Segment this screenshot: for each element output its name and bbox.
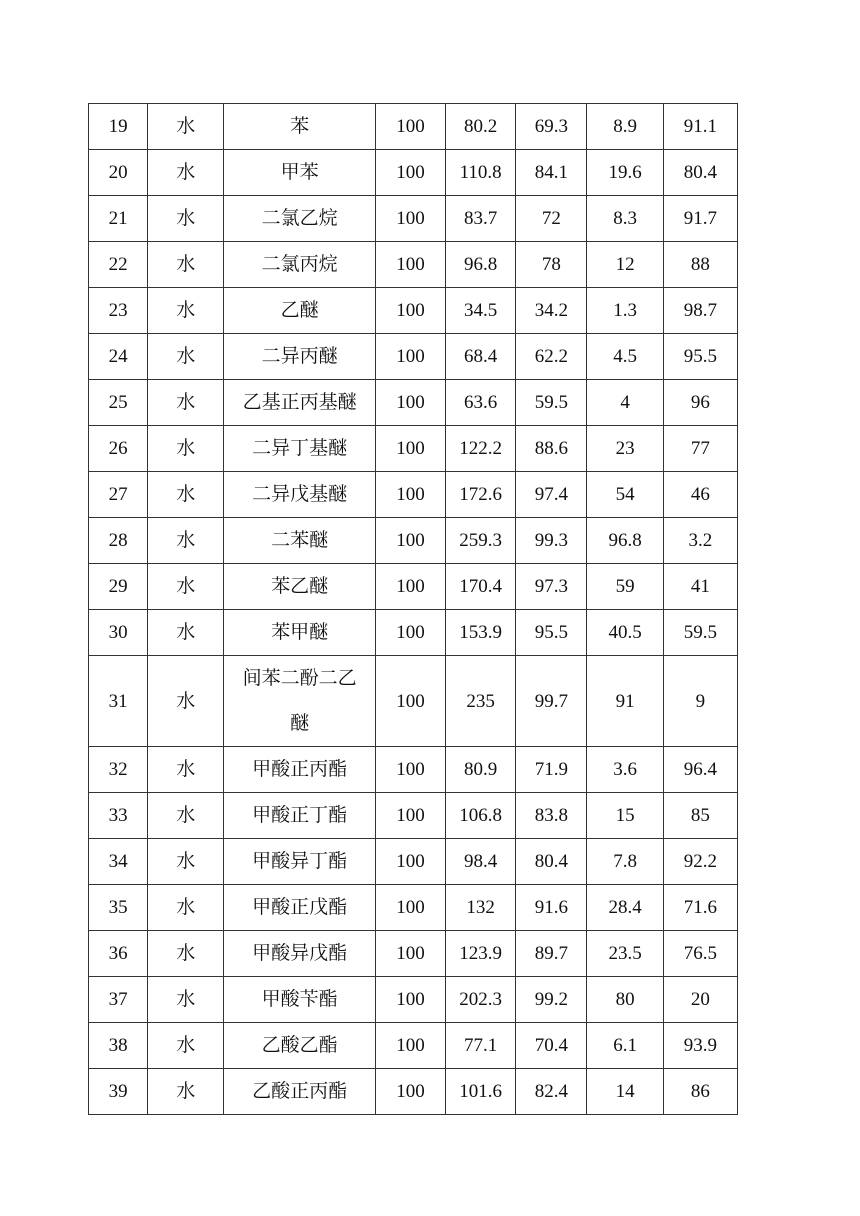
table-cell: 水 <box>148 196 224 242</box>
table-row <box>89 518 738 564</box>
table-cell: 96 <box>663 380 737 426</box>
table-cell: 68.4 <box>446 334 516 380</box>
table-cell: 34.2 <box>516 288 587 334</box>
table-cell: 122.2 <box>446 426 516 472</box>
table-cell: 97.4 <box>516 472 587 518</box>
table-cell: 95.5 <box>516 610 587 656</box>
table-cell: 水 <box>148 380 224 426</box>
table-cell: 水 <box>148 104 224 150</box>
table-cell: 100 <box>375 1069 445 1115</box>
table-cell: 80.2 <box>446 104 516 150</box>
table-cell: 96.8 <box>446 242 516 288</box>
table-cell: 水 <box>148 610 224 656</box>
table-cell: 水 <box>148 564 224 610</box>
table-cell: 20 <box>89 150 148 196</box>
table-row <box>89 104 738 150</box>
table-cell: 24 <box>89 334 148 380</box>
table-cell: 28.4 <box>587 885 663 931</box>
table-cell: 31 <box>89 656 148 747</box>
table-cell: 100 <box>375 839 445 885</box>
table-cell: 乙醚 <box>224 288 375 334</box>
table-cell: 76.5 <box>663 931 737 977</box>
table-cell: 34 <box>89 839 148 885</box>
table-cell: 172.6 <box>446 472 516 518</box>
table-cell: 37 <box>89 977 148 1023</box>
table-cell: 100 <box>375 793 445 839</box>
table-row <box>89 747 738 793</box>
table-cell: 100 <box>375 288 445 334</box>
table-row <box>89 793 738 839</box>
table-body <box>89 104 738 1115</box>
table-cell: 水 <box>148 472 224 518</box>
table-cell: 38 <box>89 1023 148 1069</box>
table-cell: 99.3 <box>516 518 587 564</box>
table-cell: 20 <box>663 977 737 1023</box>
table-cell: 88 <box>663 242 737 288</box>
table-cell: 甲酸正丙酯 <box>224 747 375 793</box>
table-cell: 83.7 <box>446 196 516 242</box>
table-cell: 21 <box>89 196 148 242</box>
table-cell: 106.8 <box>446 793 516 839</box>
table-cell: 水 <box>148 242 224 288</box>
table-row <box>89 196 738 242</box>
table-cell: 水 <box>148 288 224 334</box>
table-cell: 77 <box>663 426 737 472</box>
table-cell: 27 <box>89 472 148 518</box>
table-cell: 100 <box>375 334 445 380</box>
table-cell: 15 <box>587 793 663 839</box>
table-cell: 69.3 <box>516 104 587 150</box>
table-cell: 71.9 <box>516 747 587 793</box>
table-cell: 100 <box>375 564 445 610</box>
data-table <box>88 103 738 1115</box>
table-cell: 100 <box>375 242 445 288</box>
table-row <box>89 288 738 334</box>
table-cell: 132 <box>446 885 516 931</box>
table-cell: 59.5 <box>516 380 587 426</box>
table-cell: 59 <box>587 564 663 610</box>
table-cell: 二氯乙烷 <box>224 196 375 242</box>
table-cell: 水 <box>148 426 224 472</box>
table-cell: 84.1 <box>516 150 587 196</box>
table-cell: 86 <box>663 1069 737 1115</box>
table-row <box>89 334 738 380</box>
table-cell: 乙酸乙酯 <box>224 1023 375 1069</box>
table-cell: 100 <box>375 931 445 977</box>
table-cell: 100 <box>375 1023 445 1069</box>
table-cell: 19 <box>89 104 148 150</box>
table-cell: 水 <box>148 747 224 793</box>
table-cell: 29 <box>89 564 148 610</box>
table-cell: 6.1 <box>587 1023 663 1069</box>
table-cell: 4.5 <box>587 334 663 380</box>
table-cell: 235 <box>446 656 516 747</box>
table-cell: 63.6 <box>446 380 516 426</box>
table-cell: 100 <box>375 610 445 656</box>
table-cell: 80 <box>587 977 663 1023</box>
table-cell: 甲酸异戊酯 <box>224 931 375 977</box>
table-cell: 30 <box>89 610 148 656</box>
table-row <box>89 931 738 977</box>
table-cell: 100 <box>375 977 445 1023</box>
table-cell: 二氯丙烷 <box>224 242 375 288</box>
table-cell: 甲酸正戊酯 <box>224 885 375 931</box>
table-cell: 78 <box>516 242 587 288</box>
table-cell: 77.1 <box>446 1023 516 1069</box>
table-cell: 水 <box>148 656 224 747</box>
table-cell: 98.7 <box>663 288 737 334</box>
table-cell: 62.2 <box>516 334 587 380</box>
table-cell: 25 <box>89 380 148 426</box>
table-cell: 93.9 <box>663 1023 737 1069</box>
table-cell: 7.8 <box>587 839 663 885</box>
table-cell: 110.8 <box>446 150 516 196</box>
table-cell: 54 <box>587 472 663 518</box>
table-cell: 苯 <box>224 104 375 150</box>
table-cell: 9 <box>663 656 737 747</box>
table-cell: 89.7 <box>516 931 587 977</box>
table-row <box>89 839 738 885</box>
table-cell: 83.8 <box>516 793 587 839</box>
table-cell: 259.3 <box>446 518 516 564</box>
table-cell: 乙酸正丙酯 <box>224 1069 375 1115</box>
table-cell: 99.2 <box>516 977 587 1023</box>
table-cell: 100 <box>375 518 445 564</box>
table-cell: 96.4 <box>663 747 737 793</box>
table-row <box>89 472 738 518</box>
table-cell: 100 <box>375 747 445 793</box>
table-cell: 19.6 <box>587 150 663 196</box>
table-row <box>89 656 738 747</box>
table-row <box>89 977 738 1023</box>
table-cell: 水 <box>148 839 224 885</box>
table-cell: 91.7 <box>663 196 737 242</box>
table-cell: 101.6 <box>446 1069 516 1115</box>
table-row <box>89 150 738 196</box>
table-cell: 82.4 <box>516 1069 587 1115</box>
table-row <box>89 1023 738 1069</box>
table-cell: 水 <box>148 1069 224 1115</box>
table-cell: 80.4 <box>663 150 737 196</box>
table-row <box>89 885 738 931</box>
table-cell: 98.4 <box>446 839 516 885</box>
table-cell: 100 <box>375 656 445 747</box>
table-cell: 123.9 <box>446 931 516 977</box>
table-cell: 14 <box>587 1069 663 1115</box>
table-cell: 23.5 <box>587 931 663 977</box>
table-cell: 34.5 <box>446 288 516 334</box>
table-cell: 苯甲醚 <box>224 610 375 656</box>
table-cell: 二异丁基醚 <box>224 426 375 472</box>
table-cell: 100 <box>375 150 445 196</box>
table-cell: 甲酸苄酯 <box>224 977 375 1023</box>
table-cell: 甲酸异丁酯 <box>224 839 375 885</box>
table-cell: 100 <box>375 885 445 931</box>
table-cell: 91.6 <box>516 885 587 931</box>
table-cell: 水 <box>148 931 224 977</box>
table-cell: 72 <box>516 196 587 242</box>
table-row <box>89 426 738 472</box>
table-cell: 甲苯 <box>224 150 375 196</box>
table-cell: 4 <box>587 380 663 426</box>
table-cell: 水 <box>148 334 224 380</box>
table-cell: 苯乙醚 <box>224 564 375 610</box>
table-cell: 8.9 <box>587 104 663 150</box>
table-cell: 100 <box>375 196 445 242</box>
table-cell: 水 <box>148 150 224 196</box>
table-cell: 99.7 <box>516 656 587 747</box>
table-cell: 8.3 <box>587 196 663 242</box>
table-cell: 26 <box>89 426 148 472</box>
table-cell: 二异戊基醚 <box>224 472 375 518</box>
table-row <box>89 610 738 656</box>
table-cell: 3.6 <box>587 747 663 793</box>
table-cell: 170.4 <box>446 564 516 610</box>
table-cell: 甲酸正丁酯 <box>224 793 375 839</box>
table-cell: 水 <box>148 885 224 931</box>
table-cell: 水 <box>148 518 224 564</box>
table-cell: 80.4 <box>516 839 587 885</box>
table-cell: 32 <box>89 747 148 793</box>
table-cell: 202.3 <box>446 977 516 1023</box>
table-cell: 41 <box>663 564 737 610</box>
table-cell: 3.2 <box>663 518 737 564</box>
table-cell: 水 <box>148 1023 224 1069</box>
table-cell: 12 <box>587 242 663 288</box>
table-cell: 36 <box>89 931 148 977</box>
table-cell: 95.5 <box>663 334 737 380</box>
table-cell: 97.3 <box>516 564 587 610</box>
table-cell: 二苯醚 <box>224 518 375 564</box>
table-row <box>89 1069 738 1115</box>
table-cell: 1.3 <box>587 288 663 334</box>
table-cell: 水 <box>148 793 224 839</box>
table-cell: 153.9 <box>446 610 516 656</box>
table-cell: 水 <box>148 977 224 1023</box>
table-cell: 71.6 <box>663 885 737 931</box>
table-cell: 28 <box>89 518 148 564</box>
table-cell: 23 <box>587 426 663 472</box>
table-cell: 35 <box>89 885 148 931</box>
table-cell: 88.6 <box>516 426 587 472</box>
table-cell: 100 <box>375 426 445 472</box>
table-cell: 33 <box>89 793 148 839</box>
table-cell: 乙基正丙基醚 <box>224 380 375 426</box>
table-cell: 92.2 <box>663 839 737 885</box>
table-cell: 39 <box>89 1069 148 1115</box>
table-cell: 91.1 <box>663 104 737 150</box>
table-cell: 22 <box>89 242 148 288</box>
table-cell: 100 <box>375 472 445 518</box>
table-row <box>89 564 738 610</box>
table-row <box>89 242 738 288</box>
table-cell: 46 <box>663 472 737 518</box>
table-cell: 100 <box>375 380 445 426</box>
table-cell <box>224 656 375 747</box>
table-cell: 40.5 <box>587 610 663 656</box>
table-cell-text: 间苯二酚二乙醚 <box>242 668 357 734</box>
table-cell: 70.4 <box>516 1023 587 1069</box>
table-cell: 80.9 <box>446 747 516 793</box>
table-cell: 85 <box>663 793 737 839</box>
table-cell: 100 <box>375 104 445 150</box>
table-row <box>89 380 738 426</box>
table-cell: 23 <box>89 288 148 334</box>
table-cell: 二异丙醚 <box>224 334 375 380</box>
table-cell: 91 <box>587 656 663 747</box>
table-cell: 96.8 <box>587 518 663 564</box>
table-cell: 59.5 <box>663 610 737 656</box>
